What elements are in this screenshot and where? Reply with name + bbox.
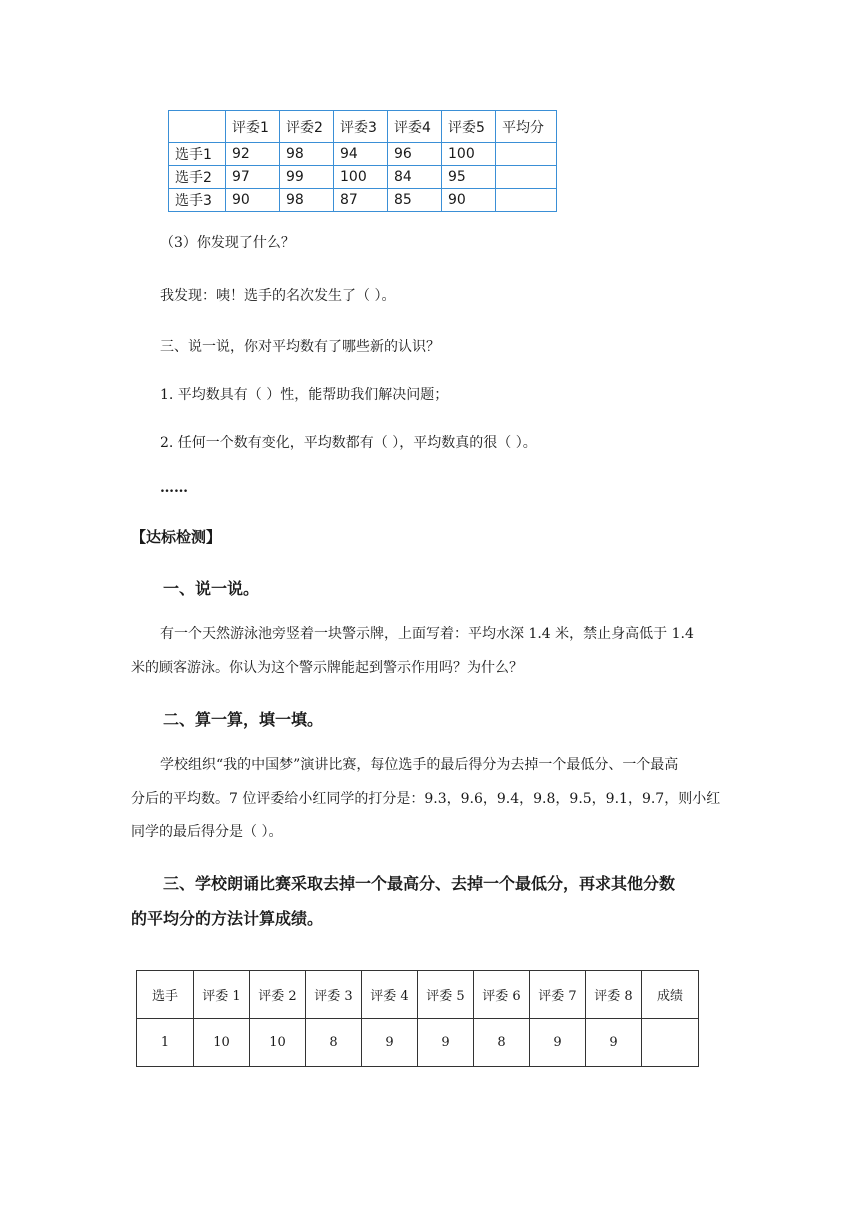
table-header-row bbox=[169, 111, 557, 143]
part-1-line-1: 有一个天然游泳池旁竖着一块警示牌，上面写着：平均水深 1.4 米，禁止身高低于 1.4 bbox=[160, 626, 694, 642]
table-cell: 87 bbox=[334, 189, 388, 212]
table-header-cell: 评委 4 bbox=[362, 971, 418, 1019]
average-blank-cell[interactable] bbox=[496, 189, 557, 212]
table-row bbox=[169, 143, 557, 166]
table-header-cell: 选手 bbox=[137, 971, 194, 1019]
table-header-cell: 评委 8 bbox=[586, 971, 642, 1019]
table-cell: 98 bbox=[280, 143, 334, 166]
average-blank-cell[interactable] bbox=[496, 143, 557, 166]
part-3-line-1: 三、学校朗诵比赛采取去掉一个最高分、去掉一个最低分，再求其他分数 bbox=[163, 874, 676, 893]
table-cell: 92 bbox=[226, 143, 280, 166]
item-2: 2. 任何一个数有变化，平均数都有（ ），平均数真的很（ ）。 bbox=[160, 435, 537, 451]
table-cell: 8 bbox=[474, 1019, 530, 1067]
part-3-line-2: 的平均分的方法计算成绩。 bbox=[131, 909, 324, 928]
table-header-cell: 评委 1 bbox=[194, 971, 250, 1019]
table-header-cell: 评委 3 bbox=[306, 971, 362, 1019]
table-row bbox=[137, 1019, 699, 1067]
recitation-score-table bbox=[136, 970, 699, 1067]
table-cell: 90 bbox=[226, 189, 280, 212]
table-header-row bbox=[137, 971, 699, 1019]
score-blank-cell[interactable] bbox=[642, 1019, 699, 1067]
table-cell: 84 bbox=[388, 166, 442, 189]
table-cell: 10 bbox=[250, 1019, 306, 1067]
part-2-line-3: 同学的最后得分是（ ）。 bbox=[131, 824, 283, 840]
table-cell: 选手3 bbox=[169, 189, 226, 212]
average-blank-cell[interactable] bbox=[496, 166, 557, 189]
table-header-cell: 评委 5 bbox=[418, 971, 474, 1019]
part-1-title: 一、说一说。 bbox=[163, 579, 260, 598]
table-header-cell: 评委3 bbox=[334, 111, 388, 143]
table-cell: 100 bbox=[334, 166, 388, 189]
part-2-line-1: 学校组织“我的中国梦”演讲比赛，每位选手的最后得分为去掉一个最低分、一个最高 bbox=[160, 757, 679, 773]
table-cell: 9 bbox=[418, 1019, 474, 1067]
discover-line: 我发现：咦！选手的名次发生了（ ）。 bbox=[160, 288, 396, 304]
table-header-cell: 评委1 bbox=[226, 111, 280, 143]
table-cell: 9 bbox=[530, 1019, 586, 1067]
table-cell: 94 bbox=[334, 143, 388, 166]
table-header-cell: 评委 7 bbox=[530, 971, 586, 1019]
table-header-cell: 评委2 bbox=[280, 111, 334, 143]
table-cell: 96 bbox=[388, 143, 442, 166]
table-cell: 85 bbox=[388, 189, 442, 212]
question-3: （3）你发现了什么？ bbox=[160, 235, 295, 251]
check-heading: 【达标检测】 bbox=[131, 528, 222, 546]
table-cell: 9 bbox=[362, 1019, 418, 1067]
table-row bbox=[169, 189, 557, 212]
table-cell: 9 bbox=[586, 1019, 642, 1067]
judges-score-table bbox=[168, 110, 557, 212]
part-2-title: 二、算一算，填一填。 bbox=[163, 710, 324, 729]
table-header-cell: 平均分 bbox=[496, 111, 557, 143]
table-cell: 选手2 bbox=[169, 166, 226, 189]
table-header-cell: 评委 6 bbox=[474, 971, 530, 1019]
table-cell: 10 bbox=[194, 1019, 250, 1067]
table-cell: 90 bbox=[442, 189, 496, 212]
item-1: 1. 平均数具有（ ）性，能帮助我们解决问题； bbox=[160, 387, 449, 403]
table-cell: 100 bbox=[442, 143, 496, 166]
table-header-cell: 评委5 bbox=[442, 111, 496, 143]
ellipsis: …… bbox=[160, 480, 188, 496]
table-header-cell: 评委4 bbox=[388, 111, 442, 143]
table-row bbox=[169, 166, 557, 189]
table-header-cell: 成绩 bbox=[642, 971, 699, 1019]
table-cell: 95 bbox=[442, 166, 496, 189]
section-3-heading: 三、说一说，你对平均数有了哪些新的认识？ bbox=[160, 339, 440, 355]
table-cell: 1 bbox=[137, 1019, 194, 1067]
table-cell: 选手1 bbox=[169, 143, 226, 166]
part-1-line-2: 米的顾客游泳。你认为这个警示牌能起到警示作用吗？为什么？ bbox=[131, 660, 523, 676]
table-cell: 99 bbox=[280, 166, 334, 189]
table-header-cell: 评委 2 bbox=[250, 971, 306, 1019]
table-cell: 8 bbox=[306, 1019, 362, 1067]
part-2-line-2: 分后的平均数。7 位评委给小红同学的打分是：9.3，9.6，9.4，9.8，9.5，9.1，9.7，则小红 bbox=[131, 791, 721, 807]
table-cell: 97 bbox=[226, 166, 280, 189]
table-header-cell bbox=[169, 111, 226, 143]
table-cell: 98 bbox=[280, 189, 334, 212]
